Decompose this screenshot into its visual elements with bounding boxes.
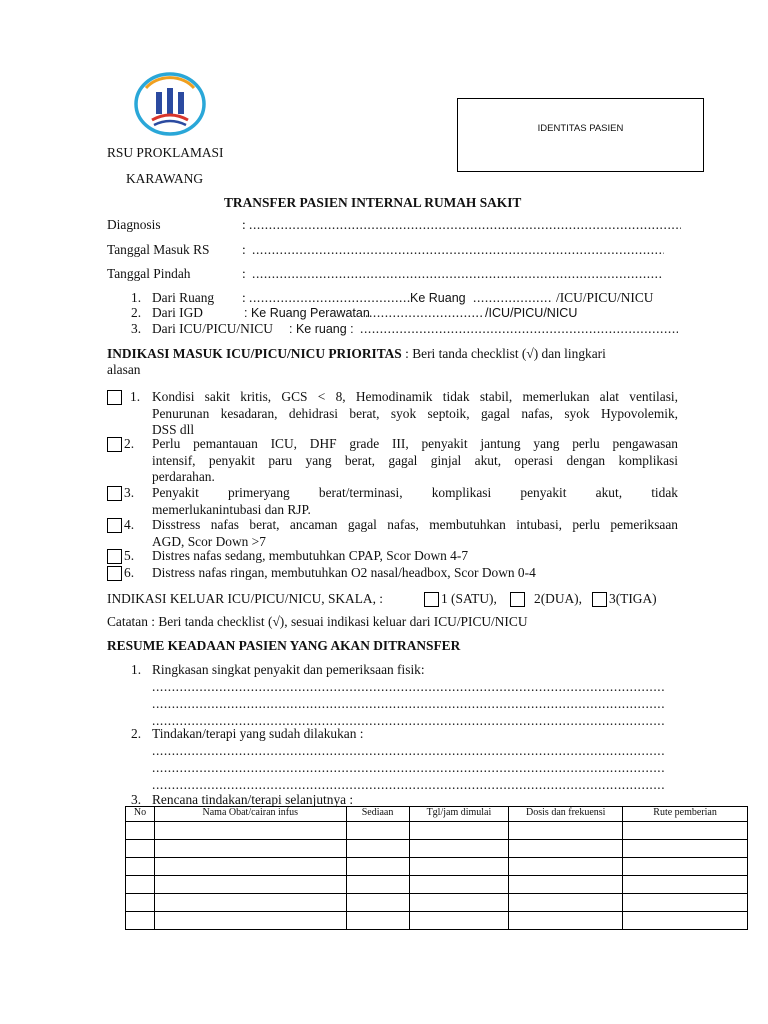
icu-option-2: /ICU/PICU/NICU [485, 306, 578, 320]
indikasi-masuk-instruction: : Beri tanda checklist (√) dan lingkari [405, 346, 606, 361]
table-cell-rute[interactable] [623, 912, 748, 930]
prioritas-2-line-3: perdarahan. [152, 469, 215, 484]
tanggal-masuk-label: Tanggal Masuk RS [107, 242, 210, 257]
indikasi-masuk-instruction-2: alasan [107, 362, 141, 377]
table-header-no: No [126, 807, 155, 822]
table-cell-tgl-jam[interactable] [409, 840, 509, 858]
table-row [126, 858, 748, 876]
prioritas-2-line-1: Perlu pemantauan ICU, DHF grade III, penyakit jantung yang perlu pengawasan [152, 436, 678, 451]
table-row [126, 876, 748, 894]
identity-box-label: IDENTITAS PASIEN [537, 123, 624, 134]
prioritas-text-1 [152, 389, 678, 439]
checkbox-skala-2[interactable] [510, 592, 525, 607]
table-cell-tgl-jam[interactable] [409, 822, 509, 840]
checkbox-skala-3[interactable] [592, 592, 607, 607]
table-cell-dosis[interactable] [509, 822, 623, 840]
dari-ruang-field[interactable] [249, 290, 410, 306]
dari-ruang-colon: : [242, 290, 246, 305]
resume-2-line-3[interactable] [152, 777, 664, 793]
table-header-rute: Rute pemberian [623, 807, 748, 822]
table-cell-nama-obat[interactable] [154, 912, 346, 930]
resume-label-2: Tindakan/terapi yang sudah dilakukan : [152, 726, 364, 741]
checkbox-prioritas-3[interactable] [107, 486, 122, 501]
checkbox-skala-1[interactable] [424, 592, 439, 607]
table-cell-nama-obat[interactable] [154, 858, 346, 876]
table-cell-no[interactable] [126, 822, 155, 840]
tanggal-masuk-colon: : [242, 242, 246, 257]
resume-num-3: 3. [131, 792, 142, 807]
checkbox-prioritas-6[interactable] [107, 566, 122, 581]
table-header-nama-obat: Nama Obat/cairan infus [154, 807, 346, 822]
table-header-sediaan: Sediaan [346, 807, 409, 822]
ke-ruang-perawatan-field[interactable] [365, 305, 483, 321]
resume-1-line-1[interactable] [152, 679, 664, 695]
table-row [126, 912, 748, 930]
resume-num-1: 1. [131, 662, 142, 677]
tanggal-pindah-label: Tanggal Pindah [107, 266, 191, 281]
prioritas-3-line-2: memerlukanintubasi dan RJP. [152, 501, 311, 517]
ke-ruang-field[interactable] [473, 290, 553, 306]
prioritas-2-line-2: intensif, penyakit paru yang berat, gagal ginjal akut, operasi dengan komplikasi [152, 452, 678, 468]
table-cell-sediaan[interactable] [346, 822, 409, 840]
prioritas-5-line-1: Distres nafas sedang, membutuhkan CPAP, Scor Down 4-7 [152, 548, 469, 563]
table-cell-dosis[interactable] [509, 840, 623, 858]
transfer-num-3: 3. [131, 321, 142, 336]
checkbox-prioritas-4[interactable] [107, 518, 122, 533]
table-cell-tgl-jam[interactable] [409, 858, 509, 876]
table-cell-rute[interactable] [623, 822, 748, 840]
dari-ruang-label: Dari Ruang [152, 290, 215, 305]
prioritas-num-6: 6. [124, 565, 135, 580]
resume-heading: RESUME KEADAAN PASIEN YANG AKAN DITRANSFER [107, 638, 461, 653]
prioritas-text-3 [152, 485, 678, 518]
resume-label-3: Rencana tindakan/terapi selanjutnya : [152, 792, 354, 807]
table-row [126, 840, 748, 858]
table-cell-tgl-jam[interactable] [409, 876, 509, 894]
ke-ruang-label: Ke Ruang [410, 291, 466, 305]
hospital-name: RSU PROKLAMASI [107, 145, 224, 160]
table-cell-dosis[interactable] [509, 894, 623, 912]
prioritas-4-line-2: AGD, Scor Down >7 [152, 533, 266, 549]
form-title: TRANSFER PASIEN INTERNAL RUMAH SAKIT [224, 195, 522, 210]
diagnosis-field[interactable] [249, 217, 681, 233]
transfer-num-2: 2. [131, 305, 142, 320]
table-cell-dosis[interactable] [509, 876, 623, 894]
ke-ruang-lower-label: : Ke ruang : [289, 322, 354, 336]
table-cell-no[interactable] [126, 876, 155, 894]
table-row [126, 894, 748, 912]
prioritas-num-2: 2. [124, 436, 135, 451]
tanggal-pindah-colon: : [242, 266, 246, 281]
table-cell-no[interactable] [126, 912, 155, 930]
indikasi-masuk-heading: INDIKASI MASUK ICU/PICU/NICU PRIORITAS [107, 346, 402, 361]
prioritas-6-line-1: Distress nafas ringan, membutuhkan O2 nasal/headbox, Scor Down 0-4 [152, 565, 536, 580]
resume-2-line-2[interactable] [152, 760, 664, 776]
table-cell-no[interactable] [126, 840, 155, 858]
table-cell-sediaan[interactable] [346, 858, 409, 876]
table-cell-nama-obat[interactable] [154, 894, 346, 912]
ke-ruang-perawatan-label: : Ke Ruang Perawatan [244, 306, 370, 320]
checkbox-prioritas-5[interactable] [107, 549, 122, 564]
resume-1-line-2[interactable] [152, 696, 664, 712]
table-cell-rute[interactable] [623, 894, 748, 912]
checkbox-prioritas-1[interactable] [107, 390, 122, 405]
diagnosis-label: Diagnosis [107, 217, 161, 232]
indikasi-masuk-heading-line [107, 346, 606, 362]
table-cell-nama-obat[interactable] [154, 822, 346, 840]
prioritas-1-line-3: DSS dll [152, 422, 195, 437]
table-header-row [126, 807, 748, 822]
table-cell-nama-obat[interactable] [154, 876, 346, 894]
tanggal-masuk-field[interactable] [252, 242, 664, 258]
skala-2-label: 2(DUA), [534, 591, 582, 606]
prioritas-num-5: 5. [124, 548, 135, 563]
table-header-tgl-jam: Tgl/jam dimulai [409, 807, 509, 822]
table-header-dosis: Dosis dan frekuensi [509, 807, 623, 822]
resume-2-line-1[interactable] [152, 743, 664, 759]
resume-label-1: Ringkasan singkat penyakit dan pemeriksaan fisik: [152, 662, 425, 677]
table-cell-sediaan[interactable] [346, 912, 409, 930]
prioritas-3-line-1: Penyakit primeryang berat/terminasi, komplikasi penyakit akut, tidak [152, 485, 678, 500]
table-cell-no[interactable] [126, 858, 155, 876]
table-cell-no[interactable] [126, 894, 155, 912]
icu-option-1: /ICU/PICU/NICU [556, 290, 654, 305]
dari-igd-label: Dari IGD [152, 305, 203, 320]
rsu-proklamasi-logo [132, 70, 208, 138]
prioritas-4-line-1: Disstress nafas berat, ancaman gagal nafas, membutuhkan intubasi, perlu pemeriksaan [152, 517, 678, 532]
table-cell-rute[interactable] [623, 840, 748, 858]
catatan-text: Catatan : Beri tanda checklist (√), sesuai indikasi keluar dari ICU/PICU/NICU [107, 614, 528, 629]
table-cell-rute[interactable] [623, 858, 748, 876]
therapy-table [125, 806, 748, 930]
table-cell-dosis[interactable] [509, 912, 623, 930]
resume-num-2: 2. [131, 726, 142, 741]
table-cell-dosis[interactable] [509, 858, 623, 876]
prioritas-text-4 [152, 517, 678, 550]
hospital-city: KARAWANG [126, 171, 204, 186]
prioritas-num-4: 4. [124, 517, 135, 532]
prioritas-1-line-1: Kondisi sakit kritis, GCS < 8, Hemodinamik tidak stabil, memerlukan alat ventilasi, [152, 389, 678, 404]
prioritas-text-2 [152, 436, 678, 486]
table-cell-tgl-jam[interactable] [409, 912, 509, 930]
table-cell-sediaan[interactable] [346, 840, 409, 858]
table-cell-rute[interactable] [623, 876, 748, 894]
skala-1-label: 1 (SATU), [441, 591, 497, 606]
diagnosis-colon: : [242, 217, 246, 232]
transfer-num-1: 1. [131, 290, 142, 305]
ke-ruang-lower-field[interactable] [360, 321, 678, 337]
table-cell-sediaan[interactable] [346, 894, 409, 912]
table-cell-sediaan[interactable] [346, 876, 409, 894]
dari-icu-label: Dari ICU/PICU/NICU [152, 321, 273, 336]
table-cell-nama-obat[interactable] [154, 840, 346, 858]
skala-3-label: 3(TIGA) [609, 591, 657, 606]
prioritas-num-3: 3. [124, 485, 135, 500]
tanggal-pindah-field[interactable] [252, 266, 662, 282]
indikasi-keluar-label: INDIKASI KELUAR ICU/PICU/NICU, SKALA, : [107, 591, 383, 606]
checkbox-prioritas-2[interactable] [107, 437, 122, 452]
prioritas-num-1: 1. [130, 389, 141, 404]
table-row [126, 822, 748, 840]
table-cell-tgl-jam[interactable] [409, 894, 509, 912]
prioritas-1-line-2: Penurunan kesadaran, dehidrasi berat, syok septoik, gagal nafas, syok Hypovolemik, [152, 405, 678, 421]
identity-box[interactable] [457, 98, 704, 172]
